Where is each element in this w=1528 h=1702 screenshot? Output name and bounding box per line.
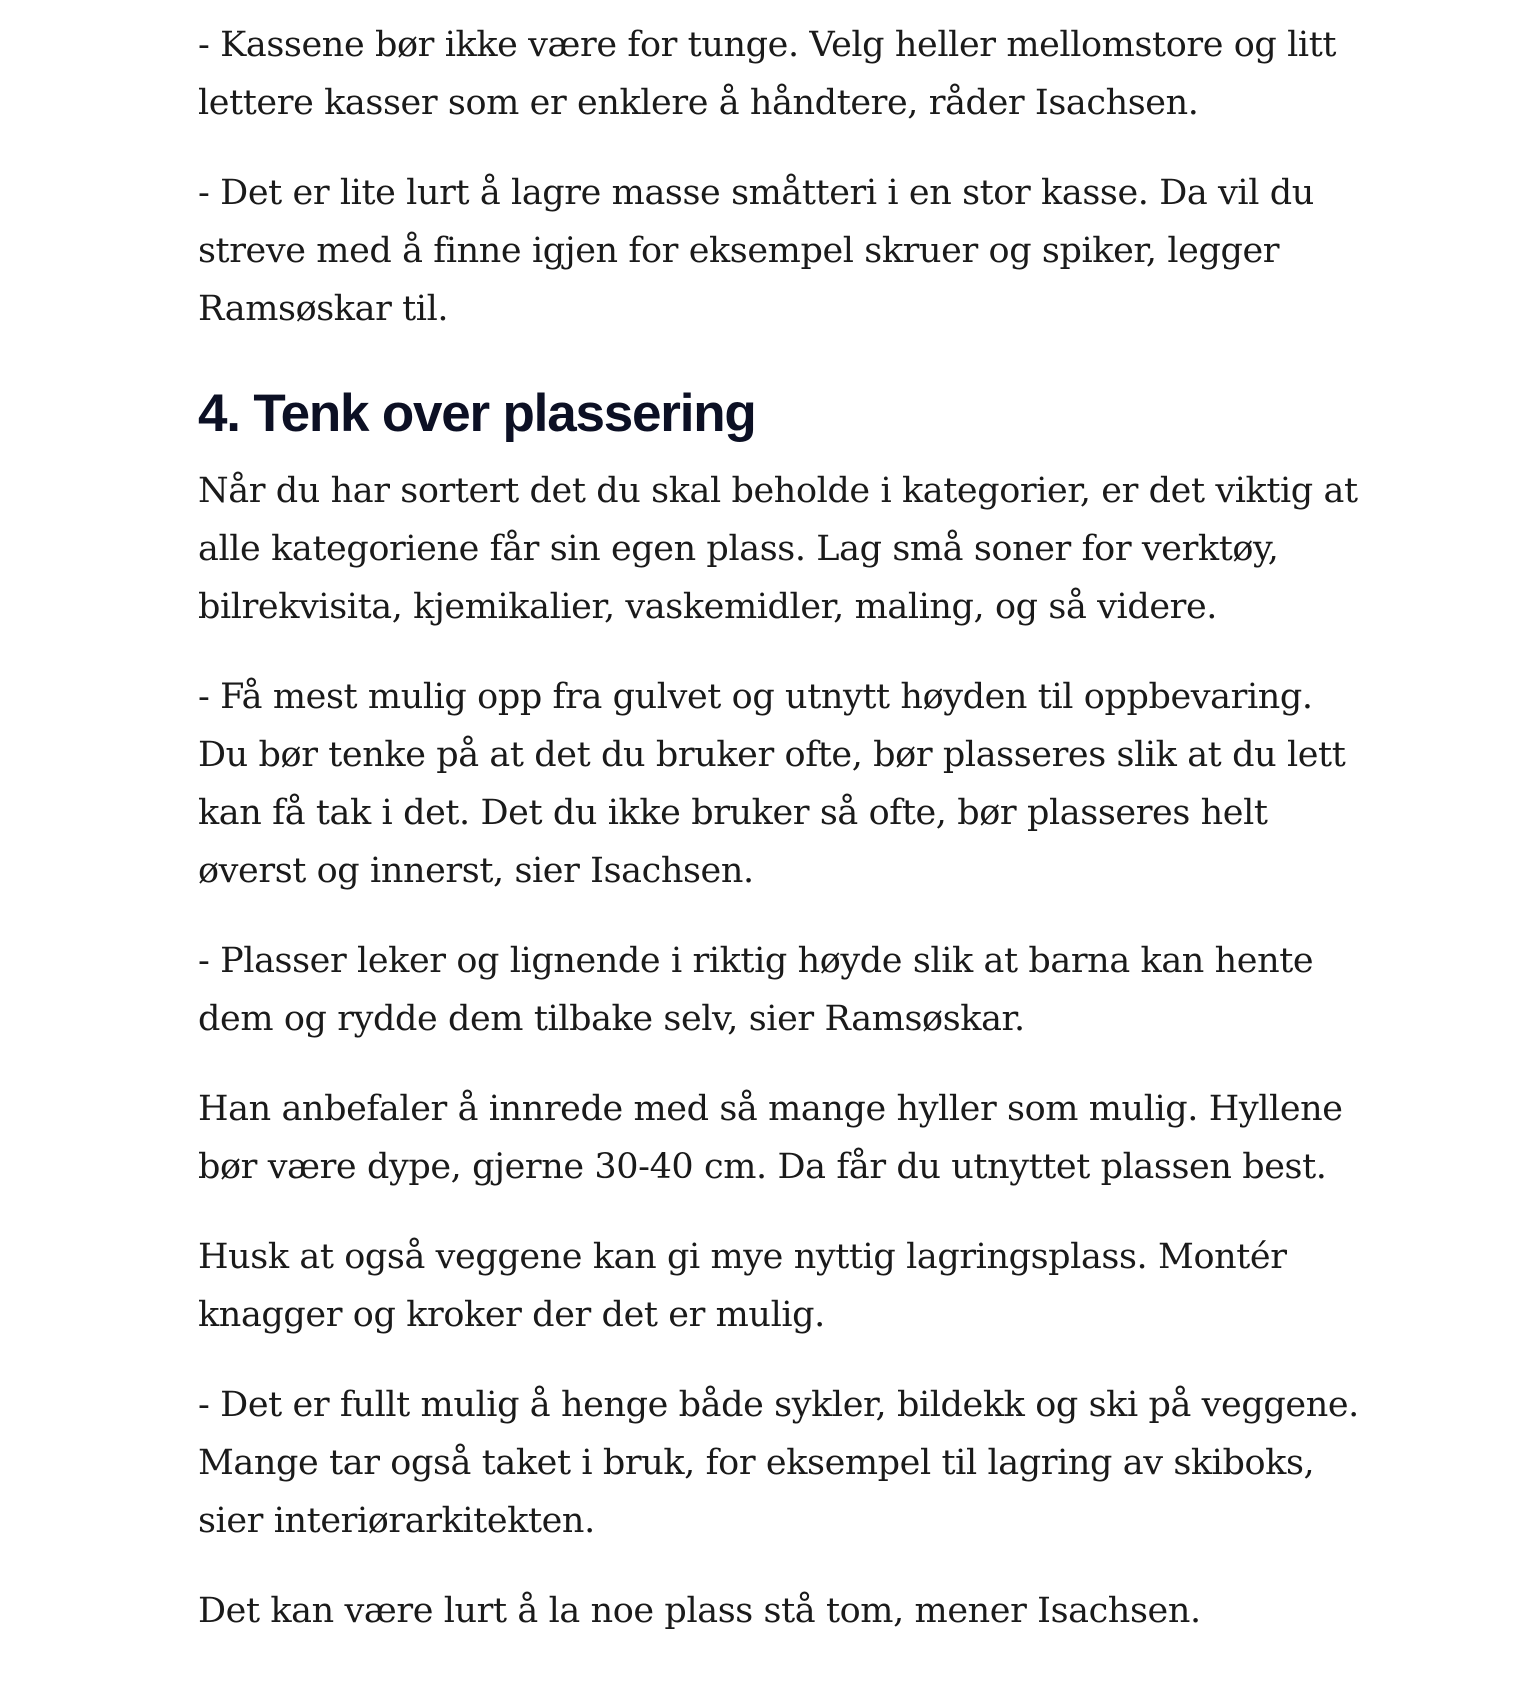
paragraph-empty-space: Det kan være lurt å la noe plass stå tom, mener Isachsen. <box>198 1591 1201 1631</box>
paragraph-small-items: - Det er lite lurt å lagre masse småtteri i en stor kasse. Da vil du streve med å finne igjen for eksempel skruer og spiker, legger Ramsøskar til. <box>198 173 1314 329</box>
article-body <box>198 16 1373 1672</box>
paragraph-shelves: Han anbefaler å innrede med så mange hyller som mulig. Hyllene bør være dype, gjerne 30-40 cm. Da får du utnyttet plassen best. <box>198 1089 1343 1187</box>
paragraph-height-storage: - Få mest mulig opp fra gulvet og utnytt høyden til oppbevaring. Du bør tenke på at det du bruker ofte, bør plasseres slik at du lett kan få tak i det. Det du ikke bruker så ofte, bør plasseres helt øverst og innerst, sier Isachsen. <box>198 677 1346 891</box>
paragraph-toys: - Plasser leker og lignende i riktig høyde slik at barna kan hente dem og rydde dem tilbake selv, sier Ramsøskar. <box>198 941 1314 1039</box>
paragraph-categories: Når du har sortert det du skal beholde i kategorier, er det viktig at alle kategoriene får sin egen plass. Lag små soner for verktøy, bilrekvisita, kjemikalier, vaskemidler, maling, og så videre. <box>198 471 1358 627</box>
paragraph-hanging: - Det er fullt mulig å henge både sykler, bildekk og ski på veggene. Mange tar også taket i bruk, for eksempel til lagring av skiboks, sier interiørarkitekten. <box>198 1385 1359 1541</box>
paragraph-walls: Husk at også veggene kan gi mye nyttig lagringsplass. Montér knagger og kroker der det er mulig. <box>198 1237 1287 1335</box>
section-heading: 4. Tenk over plassering <box>198 384 756 443</box>
paragraph-boxes-weight: - Kassene bør ikke være for tunge. Velg heller mellomstore og litt lettere kasser som er enklere å håndtere, råder Isachsen. <box>198 25 1337 123</box>
